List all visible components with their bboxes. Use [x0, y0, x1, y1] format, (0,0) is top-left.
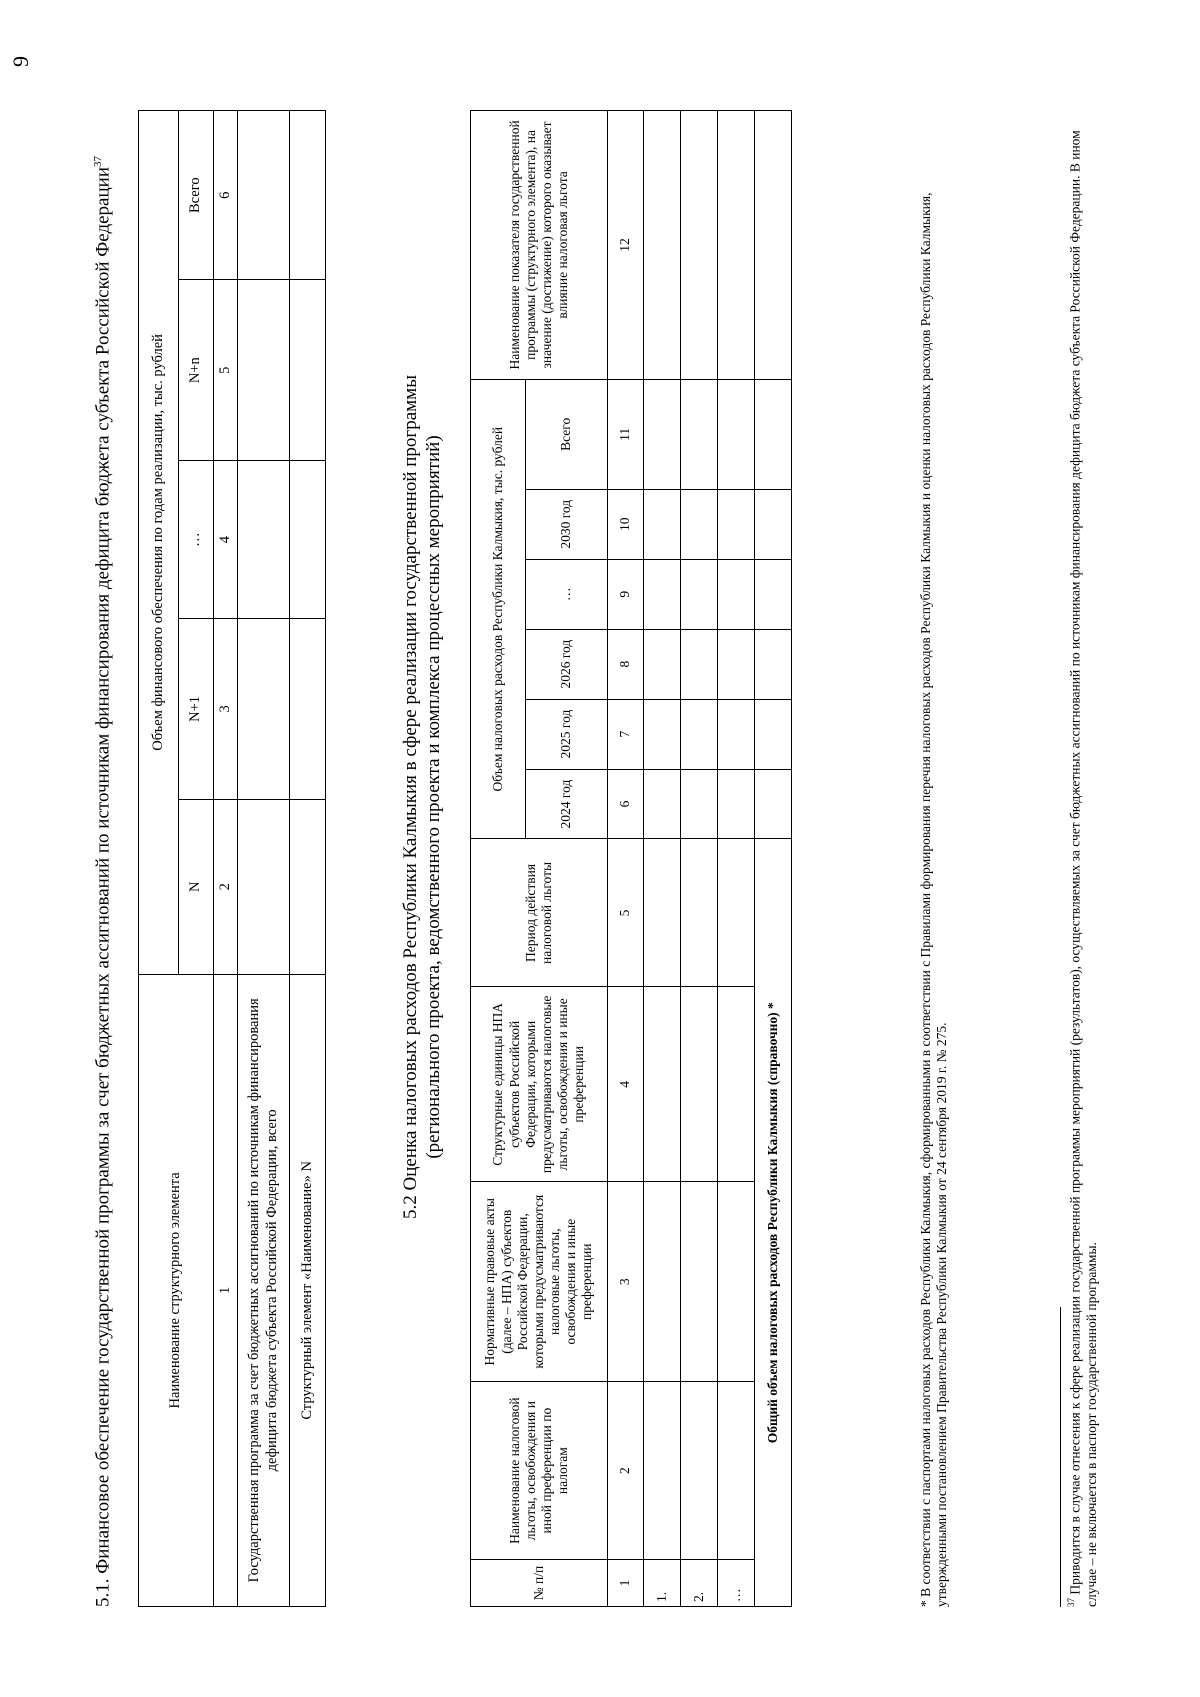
table-cell: [718, 839, 755, 987]
financing-table: [138, 110, 326, 1607]
col-number: 2: [608, 1382, 644, 1560]
table-cell: [644, 839, 681, 987]
col-number: 1: [608, 1560, 644, 1607]
table-cell: [681, 839, 718, 987]
table-cell: [290, 799, 326, 974]
section-51-title-text: 5.1. Финансовое обеспечение государственной программы за счет бюджетных ассигнований по источникам финансирования дефицита бюджета субъекта Российской Федерации: [92, 167, 114, 1607]
footnote-divider: [1060, 1307, 1061, 1607]
header-indicator: Наименование показателя государственной программы (структурного элемента), на значение (достижение) которого оказывает влияние налоговая льгота: [471, 111, 608, 380]
table-cell: [681, 379, 718, 489]
table-cell: [644, 379, 681, 489]
table-cell: [238, 111, 290, 280]
footnote-text: Приводится в случае отнесения к сфере реализации государственной программы мероприятий (результатов), осуществляемых за счет бюджетных ассигнований по источникам финансирования дефицита бюджета субъекта Российской Федерации. В ином случае – не включается в паспорт государственной программы.: [1067, 130, 1099, 1607]
table-cell: [718, 111, 755, 380]
table-cell: [755, 559, 792, 629]
header-benefit-name: Наименование налоговой льготы, освобождения и иной преференции по налогам: [471, 1382, 608, 1560]
table-cell: [644, 629, 681, 699]
asterisk-note: * В соответствии с паспортами налоговых расходов Республики Калмыкия, сформированными в соответствии с Правилами формирования перечня налоговых расходов Республики Калмыкия и оценки налоговых расходов Республики Калмыкия, утвержденными постановлением Правительства Республики Калмыкия от 24 сентября 2019 г. № 275.: [918, 192, 950, 1607]
section-51-title: [92, 156, 114, 1607]
col-number: 6: [608, 769, 644, 839]
table-cell: [718, 559, 755, 629]
col-number: 9: [608, 559, 644, 629]
table-cell: [718, 1382, 755, 1560]
header-year: 2026 год: [526, 629, 608, 699]
table-cell: [644, 1382, 681, 1560]
table-cell: [290, 280, 326, 461]
row-number: 1.: [644, 1560, 681, 1607]
table-cell: [718, 1182, 755, 1382]
table-cell: [644, 559, 681, 629]
table-cell: [755, 379, 792, 489]
group-header: Объем финансового обеспечения по годам реализации, тыс. рублей: [139, 111, 179, 975]
year-header: N+1: [179, 619, 214, 800]
year-header: …: [179, 461, 214, 619]
table-cell: [755, 489, 792, 559]
section-52-title-line1: 5.2 Оценка налоговых расходов Республики Калмыкия в сфере реализации государственной программы: [400, 375, 421, 1219]
table-cell: [681, 111, 718, 380]
table-cell: [681, 699, 718, 769]
header-structural-units: Структурные единицы НПА субъектов Российской Федерации, которыми предусматриваются налоговые льготы, освобождения и иные преференции: [471, 987, 608, 1182]
page-number: 9: [8, 56, 33, 67]
table-cell: [290, 111, 326, 280]
table-cell: [755, 769, 792, 839]
table-cell: [238, 461, 290, 619]
total-row-label: Общий объем налоговых расходов Республики Калмыкия (справочно) *: [755, 839, 792, 1607]
header-year: 2025 год: [526, 699, 608, 769]
table-cell: [238, 280, 290, 461]
col-number: 2: [214, 799, 238, 974]
footnote: [1066, 110, 1100, 1607]
col-number: 11: [608, 379, 644, 489]
table-cell: [718, 987, 755, 1182]
header-year: 2024 год: [526, 769, 608, 839]
year-header: N: [179, 799, 214, 974]
table-cell: [681, 559, 718, 629]
table-cell: [718, 629, 755, 699]
table-cell: [718, 379, 755, 489]
table-cell: [238, 799, 290, 974]
year-header: Всего: [179, 111, 214, 280]
table-cell: [718, 489, 755, 559]
table-cell: [681, 1182, 718, 1382]
header-legal-acts: Нормативные правовые акты (далее – НПА) субъектов Российской Федерации, которыми предусматриваются налоговые льготы, освобождения и иные преференции: [471, 1182, 608, 1382]
col-number: 3: [608, 1182, 644, 1382]
col-name-header: Наименование структурного элемента: [139, 974, 214, 1606]
header-total: Всего: [526, 379, 608, 489]
col-number: 4: [214, 461, 238, 619]
row-number: 2.: [681, 1560, 718, 1607]
table-cell: [755, 629, 792, 699]
header-number: № п/п: [471, 1560, 608, 1607]
col-number: 10: [608, 489, 644, 559]
table-cell: [644, 1182, 681, 1382]
footnote-mark: 37: [1066, 1598, 1076, 1607]
table-row-label: Структурный элемент «Наименование» N: [290, 974, 326, 1606]
col-number: 8: [608, 629, 644, 699]
table-cell: [681, 769, 718, 839]
col-number: 5: [214, 280, 238, 461]
year-header: N+n: [179, 280, 214, 461]
col-number: 6: [214, 111, 238, 280]
section-52-title-line2: (регионального проекта, ведомственного проекта и комплекса процессных мероприятий): [422, 435, 444, 1159]
table-cell: [755, 699, 792, 769]
table-cell: [681, 629, 718, 699]
section-52-title: [400, 197, 446, 1397]
table-cell: [644, 699, 681, 769]
header-year: …: [526, 559, 608, 629]
table-cell: [755, 111, 792, 380]
table-cell: [718, 769, 755, 839]
col-number: 3: [214, 619, 238, 800]
footnote-ref: 37: [92, 156, 104, 168]
table-cell: [718, 699, 755, 769]
table-cell: [238, 619, 290, 800]
header-year: 2030 год: [526, 489, 608, 559]
table-cell: [681, 1382, 718, 1560]
table-cell: [644, 987, 681, 1182]
tax-expenditure-table: [470, 110, 792, 1607]
col-number: 7: [608, 699, 644, 769]
table-cell: [681, 489, 718, 559]
table-cell: [681, 987, 718, 1182]
header-group-volume: Объем налоговых расходов Республики Калмыкия, тыс. рублей: [471, 379, 526, 839]
header-period: Период действия налоговой льготы: [471, 839, 608, 987]
table-row-label: Государственная программа за счет бюджетных ассигнований по источникам финансирования дефицита бюджета субъекта Российской Федерации, всего: [238, 974, 290, 1606]
table-cell: [644, 769, 681, 839]
table-cell: [644, 111, 681, 380]
table-cell: [644, 489, 681, 559]
col-number: 4: [608, 987, 644, 1182]
table-cell: [290, 619, 326, 800]
table-cell: [290, 461, 326, 619]
col-number: 1: [214, 974, 238, 1606]
col-number: 5: [608, 839, 644, 987]
row-number: …: [718, 1560, 755, 1607]
col-number: 12: [608, 111, 644, 380]
